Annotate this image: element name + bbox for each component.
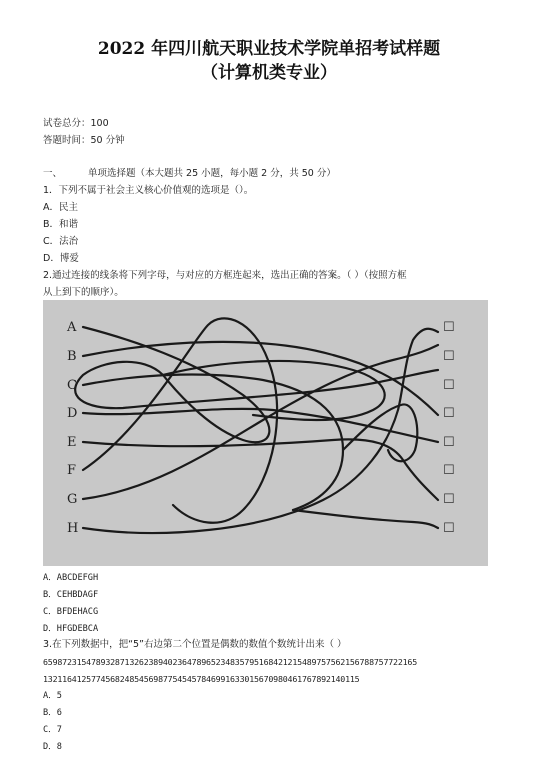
line-from-b [83, 342, 438, 415]
q1-option-a: A．民主 [43, 202, 78, 213]
box-6: ☐ [443, 463, 455, 478]
q2-option-b: B．CEHBDAGF [43, 590, 99, 600]
figure-letter-e: E [67, 435, 77, 450]
q1-option-d: D．博爱 [43, 253, 79, 264]
box-3: ☐ [443, 378, 455, 393]
q3-option-a: A．5 [43, 691, 62, 701]
exam-subtitle: （计算机类专业） [201, 63, 337, 83]
q3-option-b: B．6 [43, 708, 62, 718]
q2-option-a: A．ABCDEFGH [43, 573, 99, 583]
exam-time: 答题时间：50 分钟 [43, 135, 125, 146]
q2-option-c: C．BFDEHACG [43, 607, 99, 617]
box-1: ☐ [443, 320, 455, 335]
total-score: 试卷总分：100 [43, 118, 109, 129]
q2-stem [43, 267, 493, 301]
line-extra-3 [343, 404, 417, 461]
figure-letter-f: F [67, 463, 77, 478]
figure-letter-g: G [67, 492, 78, 507]
box-2: ☐ [443, 349, 455, 364]
box-5: ☐ [443, 435, 455, 450]
q3-digits-line2: 132116412577456824854569877545457846991633015670980461767892140115 [43, 674, 360, 684]
line-from-e [83, 439, 438, 500]
q3-option-d: D．8 [43, 742, 62, 752]
q3-stem: 3.在下列数据中，把“5”右边第二个位置是偶数的数值个数统计出来（ ） [43, 639, 347, 650]
section-title: 单项选择题（本大题共 25 小题，每小题 2 分，共 50 分） [88, 168, 336, 179]
q3-digits-line1: 659872315478932871326238940236478965234835795168421215489757562156788757722165 [43, 657, 418, 667]
q2-stem-line2: 从上到下的顺序）。 [43, 287, 124, 298]
line-extra-2 [293, 510, 438, 528]
matching-figure [43, 300, 488, 566]
figure-letter-h: H [67, 521, 79, 536]
figure-letter-d: D [67, 406, 78, 421]
line-from-f [83, 318, 277, 522]
connecting-lines [75, 318, 438, 533]
box-7: ☐ [443, 492, 455, 507]
q2-option-d: D．HFGDEBCA [43, 624, 99, 634]
figure-letter-a: A [67, 320, 77, 335]
box-4: ☐ [443, 406, 455, 421]
q1-option-b: B．和谐 [43, 219, 79, 230]
box-8: ☐ [443, 521, 455, 536]
figure-letter-b: B [67, 349, 77, 364]
figure-letter-c: C [67, 378, 77, 393]
section-heading [43, 168, 336, 180]
q2-stem-line1: 2.通过连接的线条将下列字母，与对应的方框连起来，选出正确的答案。（ ）（按照方框 [43, 270, 407, 281]
section-number: 一、 [43, 168, 63, 179]
exam-title: 2022 年四川航天职业技术学院单招考试样题 [97, 39, 441, 59]
q1-stem: 1．下列不属于社会主义核心价值观的选项是（）。 [43, 185, 254, 196]
q3-option-c: C．7 [43, 725, 62, 735]
q1-option-c: C．法治 [43, 236, 79, 247]
